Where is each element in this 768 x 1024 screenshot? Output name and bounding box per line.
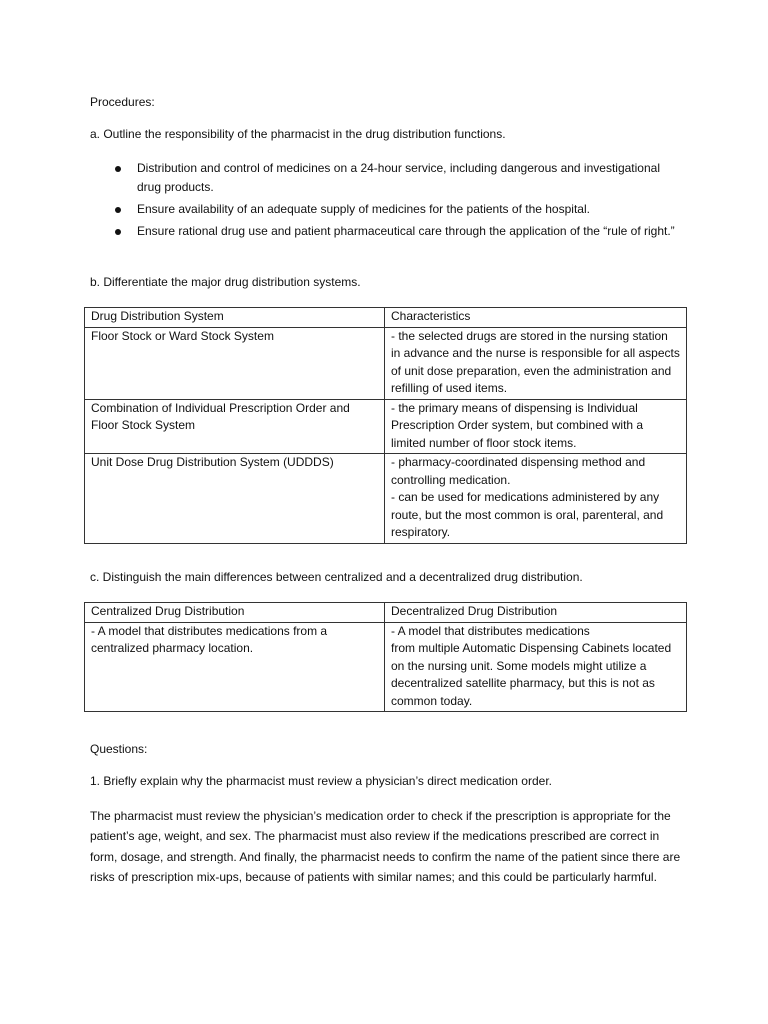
bullet-icon	[115, 166, 121, 172]
table-row	[85, 327, 687, 399]
table-row	[85, 454, 687, 544]
answer-1: The pharmacist must review the physician’s medication order to check if the prescription is appropriate for the patient’s age, weight, and sex. The pharmacist must also review if the medications prescribed are correct in form, dosage, and strength. And finally, the pharmacist needs to confirm the name of the patient since there are risks of prescription mix-ups, because of patients with similar names; and this could be particularly harmful.	[90, 809, 681, 884]
section-a-heading: a. Outline the responsibility of the pharmacist in the drug distribution functions.	[90, 127, 506, 141]
header-cell: Centralized Drug Distribution	[85, 603, 385, 623]
characteristics-text: - pharmacy-coordinated dispensing method and controlling medication.	[391, 455, 646, 487]
header-cell: Characteristics	[385, 308, 687, 328]
section-c-heading: c. Distinguish the main differences between centralized and a decentralized drug distribution.	[90, 570, 583, 584]
header-cell: Decentralized Drug Distribution	[385, 603, 687, 623]
system-cell: Floor Stock or Ward Stock System	[85, 327, 385, 399]
characteristics-cell	[385, 454, 687, 544]
characteristics-text: - the selected drugs are stored in the nursing station in advance and the nurse is responsible for all aspects of unit dose preparation, even the administration and refilling of used items.	[391, 328, 680, 395]
decentralized-cell	[385, 622, 687, 712]
bullet-icon	[115, 207, 121, 213]
bullet-item	[90, 200, 686, 219]
bullet-text: Ensure availability of an adequate supply of medicines for the patients of the hospital.	[137, 202, 590, 216]
centralized-cell: - A model that distributes medications from a centralized pharmacy location.	[85, 622, 385, 712]
centralized-decentralized-table	[84, 602, 687, 712]
table-row	[85, 399, 687, 454]
characteristics-cell	[385, 399, 687, 454]
procedures-heading: Procedures:	[90, 95, 155, 109]
section-a-bullet-list	[90, 159, 686, 244]
header-cell: Drug Distribution System	[85, 308, 385, 328]
system-cell: Combination of Individual Prescription Order and Floor Stock System	[85, 399, 385, 454]
section-b-heading: b. Differentiate the major drug distribution systems.	[90, 275, 361, 289]
table-header-row	[85, 603, 687, 623]
bullet-icon	[115, 229, 121, 235]
bullet-text: Ensure rational drug use and patient pharmaceutical care through the application of the “rule of right.”	[137, 224, 675, 238]
question-1: 1. Briefly explain why the pharmacist must review a physician’s direct medication order.	[90, 774, 552, 788]
distribution-systems-table	[84, 307, 687, 544]
decentralized-text: from multiple Automatic Dispensing Cabinets located on the nursing unit. Some models might utilize a decentralized satellite pharmacy, but this is not as common today.	[391, 641, 672, 708]
questions-heading: Questions:	[90, 742, 148, 756]
bullet-item	[90, 159, 686, 197]
table-row	[85, 622, 687, 712]
bullet-text: Distribution and control of medicines on a 24-hour service, including dangerous and investigational drug products.	[137, 161, 660, 194]
decentralized-text: - A model that distributes medications	[391, 623, 590, 638]
characteristics-cell	[385, 327, 687, 399]
characteristics-text: - the primary means of dispensing is Individual Prescription Order system, but combined with a limited number of floor stock items.	[391, 400, 644, 450]
system-cell: Unit Dose Drug Distribution System (UDDDS)	[85, 454, 385, 544]
bullet-item	[90, 222, 686, 241]
characteristics-text: - can be used for medications administered by any route, but the most common is oral, parenteral, and respiratory.	[391, 490, 664, 539]
table-header-row	[85, 308, 687, 328]
